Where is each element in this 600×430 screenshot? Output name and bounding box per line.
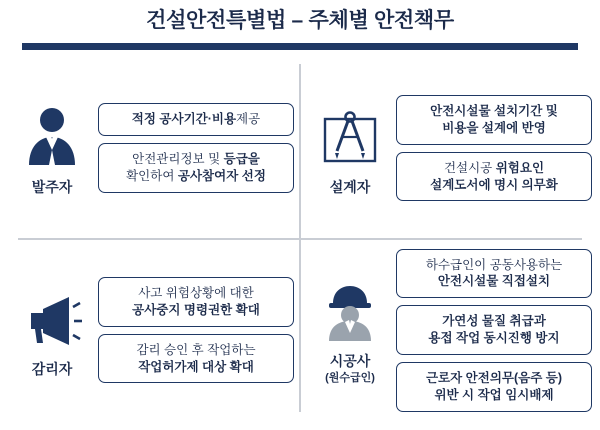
page-title-dash: – — [291, 9, 303, 32]
quadrant-contractor — [304, 242, 596, 418]
contractor-card-3-line-2: 위반 시 작업 임시배제 — [434, 387, 554, 402]
contractor-card-3-line-1: 근로자 안전의무(음주 등) — [425, 371, 563, 386]
actor-supervisor-label: 감리자 — [31, 361, 73, 378]
contractor-card-2-line-1: 가연성 물질 취급과 — [442, 314, 546, 329]
supervisor-card-2 — [98, 334, 294, 384]
actor-contractor-label: 시공사 — [329, 353, 371, 370]
designer-card-1-line-1: 안전시설물 설치기간 및 — [430, 103, 558, 118]
supervisor-card-2-line-2: 작업허가제 대상 확대 — [138, 359, 254, 374]
quadrant-owner — [6, 60, 298, 236]
title-block — [0, 0, 600, 50]
supervisor-card-2-line-1: 감리 승인 후 작업하는 — [136, 342, 256, 357]
contractor-card-list — [396, 249, 596, 412]
page-title-main: 건설안전특별법 — [146, 9, 286, 32]
actor-designer-label: 설계자 — [329, 179, 371, 196]
designer-card-2-line-2: 설계도서에 명시 의무화 — [430, 177, 558, 192]
designer-card-2 — [396, 152, 592, 202]
owner-card-1-line-1-suffix: 제공 — [236, 112, 261, 127]
quadrant-designer — [304, 60, 596, 236]
contractor-card-3 — [396, 362, 592, 412]
actor-contractor-sublabel: (원수급인) — [325, 372, 375, 385]
title-underline-bar — [22, 43, 578, 50]
actor-owner-label: 발주자 — [31, 179, 73, 196]
supervisor-card-1-line-2: 공사중지 명령권한 확대 — [132, 302, 260, 317]
actor-supervisor — [6, 283, 98, 377]
designer-card-1 — [396, 95, 592, 145]
owner-card-2-line-2-suffix: 공사참여자 선정 — [177, 169, 266, 184]
supervisor-card-list — [98, 277, 298, 384]
contractor-card-1-line-2: 안전시설물 직접설치 — [437, 274, 551, 289]
megaphone-icon — [17, 283, 87, 357]
designer-card-1-line-2: 비용을 설계에 반영 — [442, 120, 546, 135]
horizontal-divider — [18, 238, 582, 240]
quadrant-grid — [0, 58, 600, 418]
quadrant-supervisor — [6, 242, 298, 418]
owner-card-2 — [98, 143, 294, 193]
designer-card-2-line-1: 건설시공 — [443, 160, 496, 175]
owner-card-2-line-2: 확인하여 — [126, 169, 178, 184]
contractor-card-1 — [396, 249, 592, 299]
contractor-card-2 — [396, 305, 592, 355]
page-title — [0, 8, 600, 33]
person-suit-icon — [17, 101, 87, 175]
actor-designer — [304, 101, 396, 195]
actor-owner — [6, 101, 98, 195]
owner-card-2-line-1: 안전관리정보 및 — [132, 152, 224, 167]
supervisor-card-1 — [98, 277, 294, 327]
owner-card-list — [98, 103, 298, 193]
owner-card-1-line-1: 적정 공사기간·비용 — [131, 112, 237, 127]
compass-drafting-icon — [315, 101, 385, 175]
actor-contractor — [304, 275, 396, 385]
supervisor-card-1-line-1: 사고 위험상황에 대한 — [138, 285, 254, 300]
contractor-card-2-line-2: 용접 작업 동시진행 방지 — [428, 331, 560, 346]
designer-card-list — [396, 95, 596, 202]
owner-card-1 — [98, 103, 294, 136]
owner-card-2-line-1-suffix: 등급을 — [223, 152, 260, 167]
contractor-card-1-line-1: 하수급인이 공동사용하는 — [425, 257, 563, 272]
worker-helmet-icon — [315, 275, 385, 349]
designer-card-2-line-1-suffix: 위험요인 — [495, 160, 545, 175]
page-title-sub: 주체별 안전책무 — [308, 9, 454, 32]
